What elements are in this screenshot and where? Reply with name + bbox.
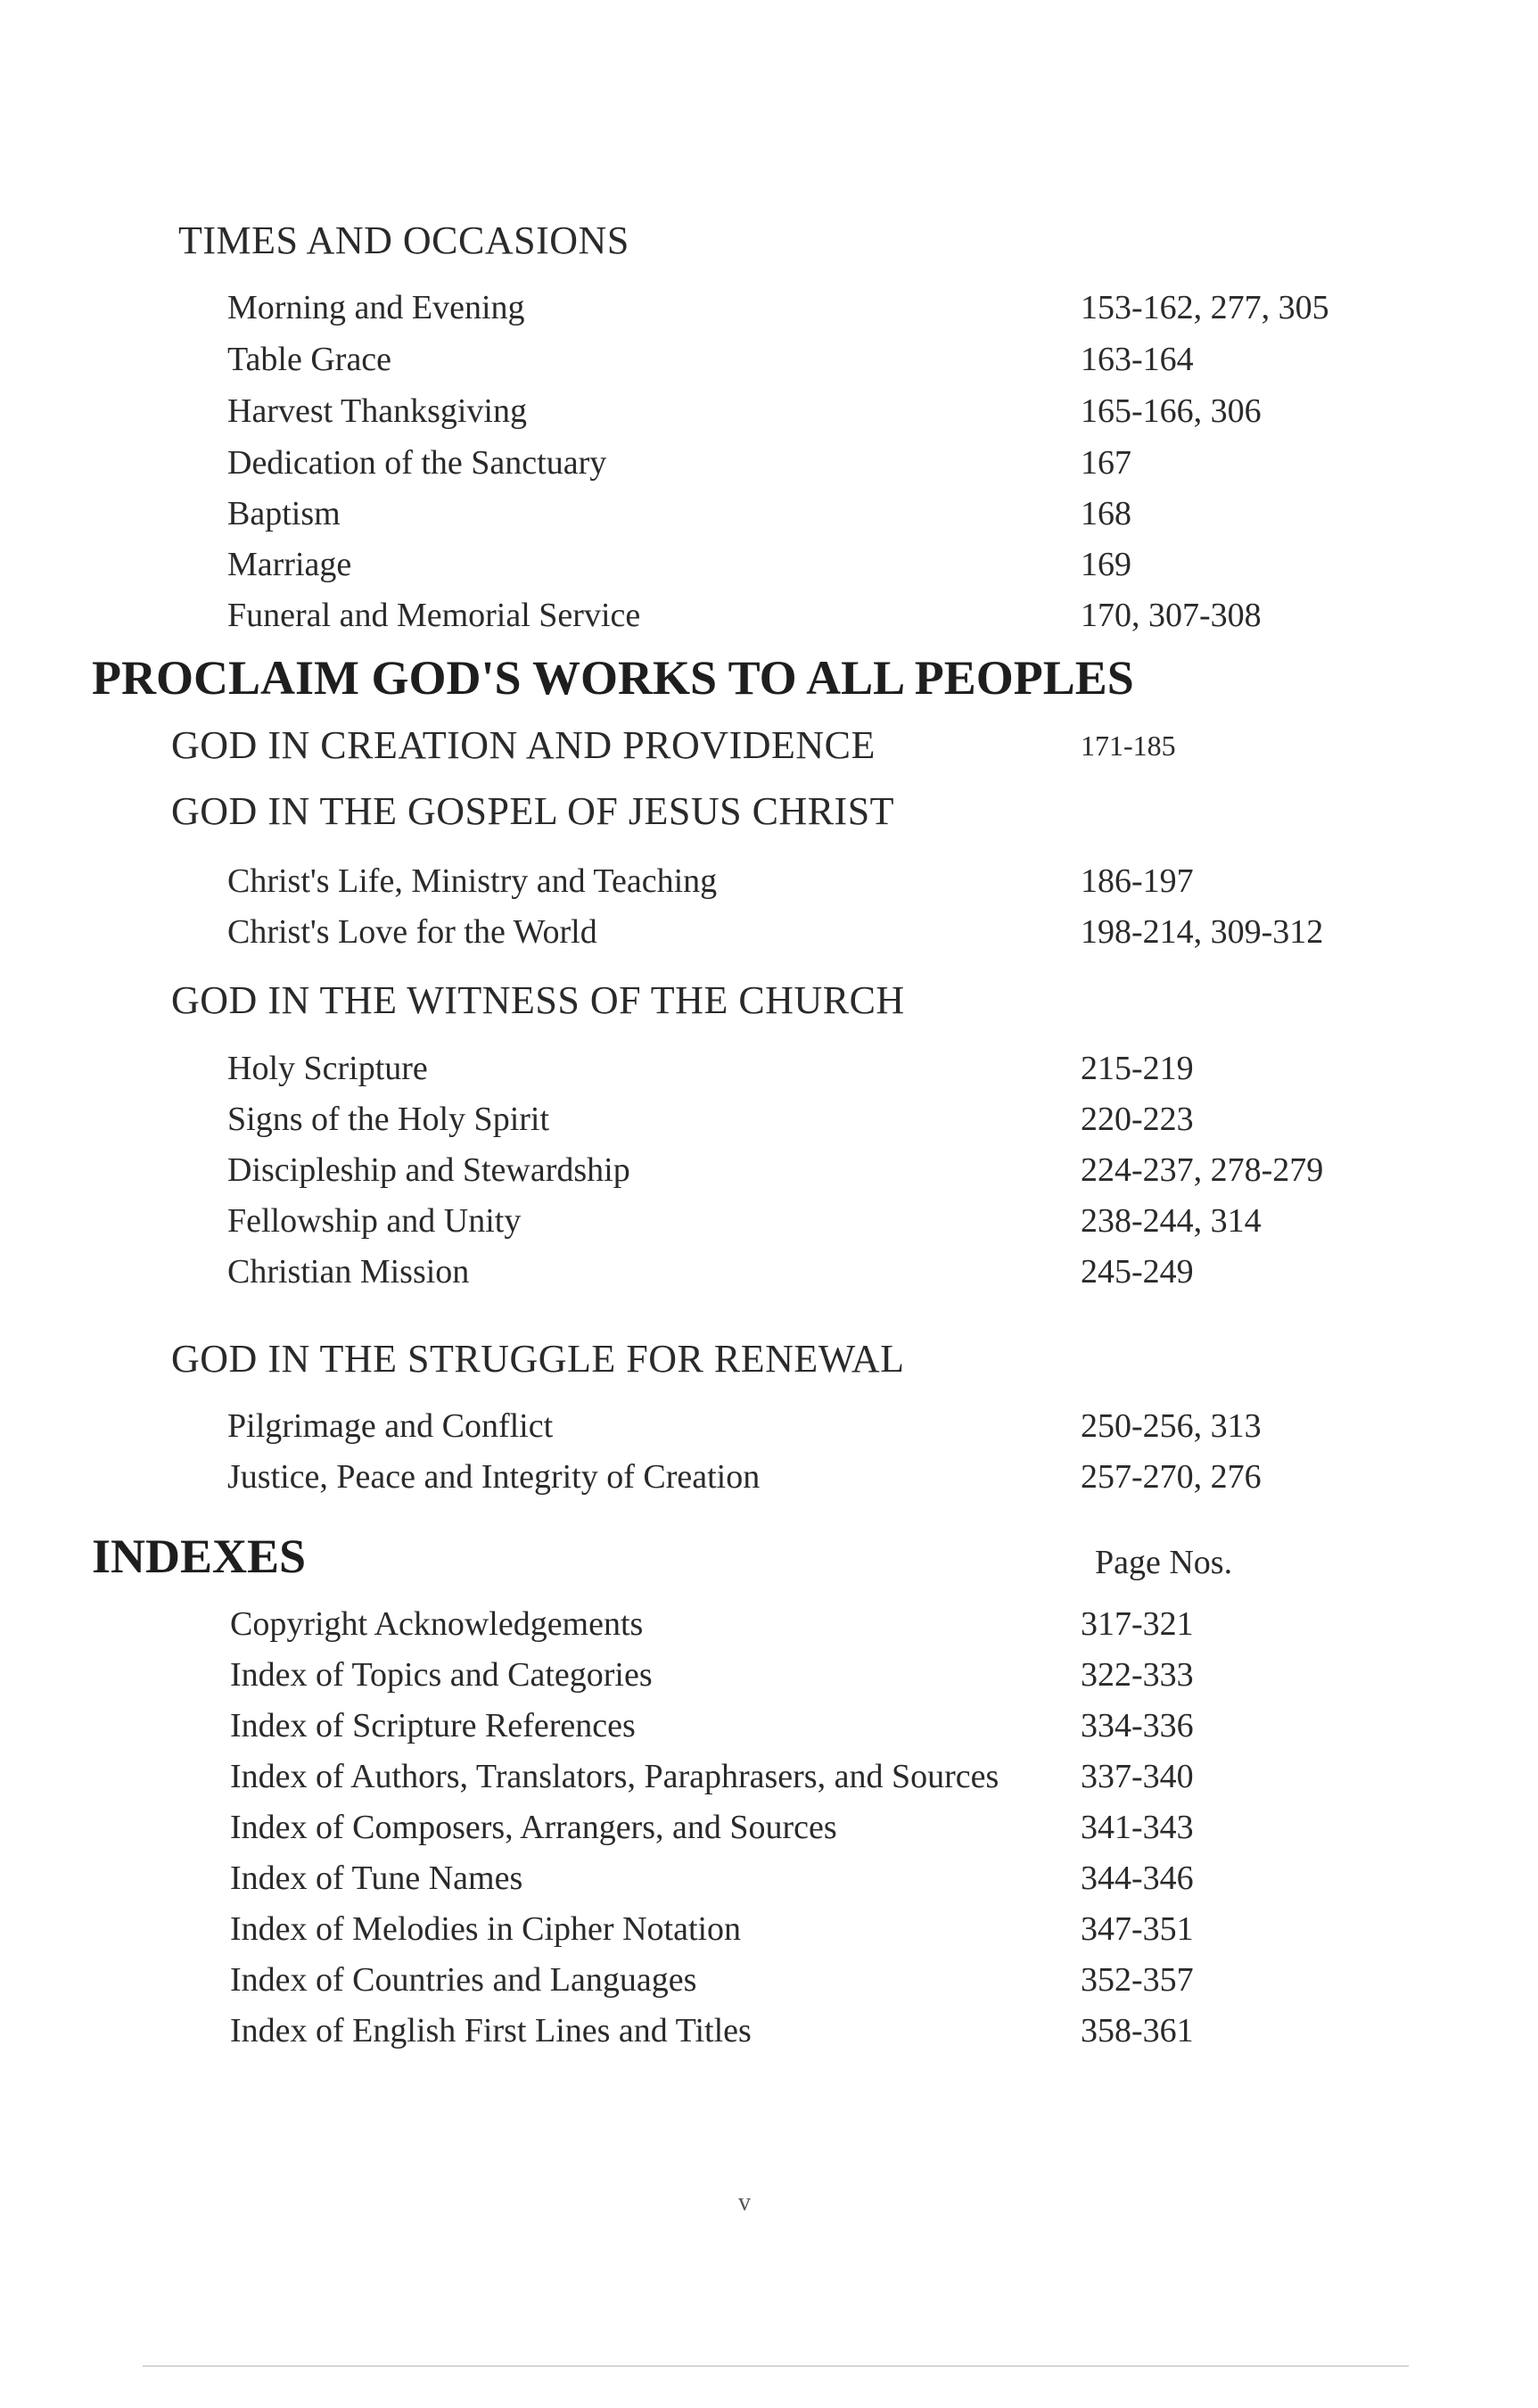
entry-pages: 220-223 [1081, 1101, 1194, 1138]
entry-pages: 170, 307-308 [1081, 597, 1262, 634]
section-pages-creation: 171-185 [1081, 730, 1176, 762]
entry-label: Christ's Love for the World [227, 913, 597, 951]
entry-pages: 347-351 [1081, 1910, 1194, 1948]
section-heading-creation: GOD IN CREATION AND PROVIDENCE [171, 723, 876, 767]
entry-label: Fellowship and Unity [227, 1202, 522, 1240]
entry-pages: 186-197 [1081, 862, 1194, 900]
entry-label: Index of Scripture References [230, 1707, 636, 1744]
entry-pages: 250-256, 313 [1081, 1407, 1262, 1445]
entry-pages: 341-343 [1081, 1809, 1194, 1846]
entry-pages: 198-214, 309-312 [1081, 913, 1324, 951]
entry-label: Baptism [227, 495, 341, 532]
section-heading-times-and-occasions: TIMES AND OCCASIONS [178, 219, 629, 262]
section-heading-gospel: GOD IN THE GOSPEL OF JESUS CHRIST [171, 789, 895, 833]
page-folio: v [738, 2189, 751, 2216]
entry-label: Table Grace [227, 341, 392, 378]
entry-pages: 257-270, 276 [1081, 1458, 1262, 1496]
page-nos-label: Page Nos. [1095, 1544, 1233, 1581]
entry-pages: 344-346 [1081, 1860, 1194, 1897]
entry-pages: 153-162, 277, 305 [1081, 289, 1329, 326]
entry-label: Funeral and Memorial Service [227, 597, 641, 634]
entry-label: Index of Authors, Translators, Paraphrasers, and Sources [230, 1758, 999, 1795]
entry-pages: 215-219 [1081, 1050, 1194, 1087]
entry-label: Christian Mission [227, 1253, 470, 1291]
entry-label: Index of English First Lines and Titles [230, 2012, 752, 2049]
section-heading-witness: GOD IN THE WITNESS OF THE CHURCH [171, 978, 905, 1022]
main-heading-indexes: INDEXES [92, 1530, 307, 1583]
entry-pages: 224-237, 278-279 [1081, 1151, 1324, 1189]
entry-label: Harvest Thanksgiving [227, 392, 527, 430]
entry-label: Copyright Acknowledgements [230, 1605, 644, 1643]
entry-pages: 238-244, 314 [1081, 1202, 1262, 1240]
entry-label: Index of Topics and Categories [230, 1656, 653, 1694]
entry-pages: 317-321 [1081, 1605, 1194, 1643]
entry-pages: 334-336 [1081, 1707, 1194, 1744]
entry-label: Signs of the Holy Spirit [227, 1101, 550, 1138]
main-heading-proclaim: PROCLAIM GOD'S WORKS TO ALL PEOPLES [92, 651, 1134, 705]
entry-pages: 165-166, 306 [1081, 392, 1262, 430]
entry-label: Marriage [227, 546, 352, 583]
entry-pages: 322-333 [1081, 1656, 1194, 1694]
entry-label: Index of Composers, Arrangers, and Sources [230, 1809, 837, 1846]
entry-label: Index of Tune Names [230, 1860, 523, 1897]
entry-pages: 358-361 [1081, 2012, 1194, 2049]
entry-label: Pilgrimage and Conflict [227, 1407, 554, 1445]
entry-pages: 167 [1081, 444, 1131, 482]
entry-pages: 163-164 [1081, 341, 1194, 378]
entry-pages: 337-340 [1081, 1758, 1194, 1795]
entry-pages: 168 [1081, 495, 1131, 532]
entry-pages: 169 [1081, 546, 1131, 583]
entry-pages: 352-357 [1081, 1961, 1194, 1999]
entry-label: Index of Melodies in Cipher Notation [230, 1910, 742, 1948]
entry-pages: 245-249 [1081, 1253, 1194, 1291]
entry-label: Christ's Life, Ministry and Teaching [227, 862, 718, 900]
section-heading-struggle: GOD IN THE STRUGGLE FOR RENEWAL [171, 1337, 905, 1381]
entry-label: Dedication of the Sanctuary [227, 444, 607, 482]
entry-label: Discipleship and Stewardship [227, 1151, 630, 1189]
entry-label: Justice, Peace and Integrity of Creation [227, 1458, 761, 1496]
entry-label: Morning and Evening [227, 289, 525, 326]
entry-label: Holy Scripture [227, 1050, 428, 1087]
scan-edge-line [143, 2365, 1409, 2367]
entry-label: Index of Countries and Languages [230, 1961, 697, 1999]
